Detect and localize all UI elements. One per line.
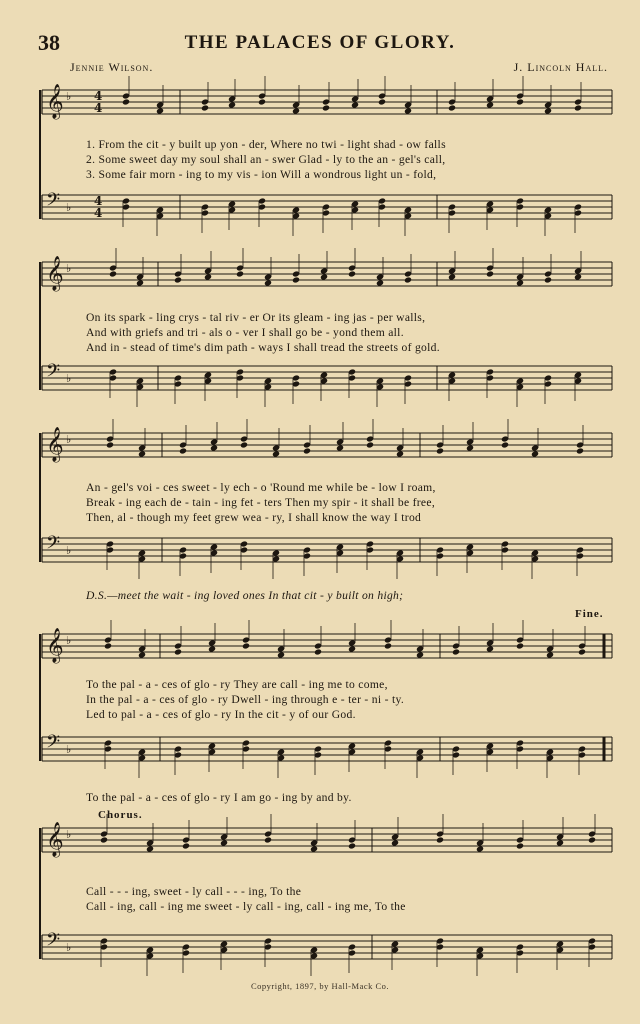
note-head	[452, 648, 460, 655]
treble-clef: 𝄞	[46, 628, 64, 663]
note-head	[182, 842, 190, 849]
key-signature: ♭	[66, 433, 72, 446]
note-head	[174, 276, 182, 283]
note-head	[574, 104, 582, 111]
bass-clef: 𝄢	[46, 361, 61, 386]
note-head	[201, 104, 209, 111]
note-head	[376, 279, 384, 286]
note-head	[106, 441, 114, 448]
note-head	[574, 273, 582, 280]
note-head	[578, 648, 586, 655]
note-head	[486, 270, 494, 277]
note-head	[348, 645, 356, 652]
note-head	[272, 450, 280, 457]
note-head	[348, 842, 356, 849]
note-head	[448, 104, 456, 111]
note-head	[531, 450, 539, 457]
key-signature: ♭	[66, 544, 72, 557]
key-signature: ♭	[66, 90, 72, 103]
lyric-line: And in - stead of time's dim path - ways I shall tread the streets of gold.	[86, 341, 440, 354]
note-head	[544, 107, 552, 114]
note-head	[320, 273, 328, 280]
note-head	[292, 276, 300, 283]
note-head	[210, 444, 218, 451]
note-head	[277, 651, 285, 658]
note-head	[104, 642, 112, 649]
time-signature: 4	[94, 194, 103, 208]
note-head	[336, 444, 344, 451]
key-signature: ♭	[66, 828, 72, 841]
bass-clef: 𝄢	[46, 533, 61, 558]
lyric-line: Break - ing each de - tain - ing fet - ters Then my spir - it shall be free,	[86, 496, 436, 509]
note-head	[576, 447, 584, 454]
note-head	[404, 276, 412, 283]
note-head	[100, 836, 108, 843]
note-head	[208, 645, 216, 652]
lyric-line: And with griefs and tri - als o - ver I shall go be - yond them all.	[86, 326, 404, 339]
note-head	[146, 845, 154, 852]
note-head	[466, 444, 474, 451]
lyric-line: To the pal - a - ces of glo - ry They are call - ing me to come,	[86, 678, 388, 691]
note-head	[588, 836, 596, 843]
lyric-line: An - gel's voi - ces sweet - ly ech - o 'Round me while be - low I roam,	[86, 481, 436, 494]
note-head	[240, 441, 248, 448]
note-head	[516, 842, 524, 849]
note-head	[236, 270, 244, 277]
time-signature: 4	[94, 89, 103, 103]
lyric-line: 3. Some fair morn - ing to my vis - ion Will a wondrous light un - fold,	[86, 168, 437, 181]
lyric-line: Led to pal - a - ces of glo - ry In the cit - y of our God.	[86, 708, 356, 721]
note-head	[486, 645, 494, 652]
note-head	[351, 101, 359, 108]
note-head	[314, 648, 322, 655]
note-head	[322, 104, 330, 111]
bass-clef: 𝄢	[46, 732, 61, 757]
note-head	[348, 270, 356, 277]
key-signature: ♭	[66, 262, 72, 275]
key-signature: ♭	[66, 372, 72, 385]
lyricist-credit: Jennie Wilson.	[70, 60, 154, 74]
page-number: 38	[38, 30, 60, 55]
note-head	[174, 648, 182, 655]
bass-clef: 𝄢	[46, 930, 61, 955]
note-head	[136, 279, 144, 286]
note-head	[179, 447, 187, 454]
copyright-notice: Copyright, 1897, by Hall-Mack Co.	[250, 981, 390, 991]
note-head	[384, 642, 392, 649]
note-head	[391, 839, 399, 846]
key-signature: ♭	[66, 634, 72, 647]
time-signature: 4	[94, 101, 103, 115]
note-head	[292, 107, 300, 114]
treble-clef: 𝄞	[46, 822, 64, 857]
lyric-line: Then, al - though my feet grew wea - ry, I shall know the way I trod	[86, 511, 422, 524]
note-head	[544, 276, 552, 283]
note-head	[138, 450, 146, 457]
note-head	[396, 450, 404, 457]
treble-clef: 𝄞	[46, 84, 64, 119]
bass-lyric-line: To the pal - a - ces of glo - ry I am go - ing by and by.	[86, 791, 352, 804]
note-head	[264, 836, 272, 843]
note-head	[122, 98, 130, 105]
note-head	[156, 107, 164, 114]
key-signature: ♭	[66, 201, 72, 214]
note-head	[204, 273, 212, 280]
note-head	[546, 651, 554, 658]
note-head	[109, 270, 117, 277]
note-head	[516, 279, 524, 286]
key-signature: ♭	[66, 743, 72, 756]
lyric-line: 1. From the cit - y built up yon - der, Where no twi - light shad - ow falls	[86, 138, 446, 151]
lyric-line: Call - ing, call - ing me sweet - ly call - ing, call - ing me, To the	[86, 900, 406, 913]
note-head	[501, 441, 509, 448]
note-head	[516, 98, 524, 105]
note-head	[448, 273, 456, 280]
note-head	[486, 101, 494, 108]
note-head	[378, 98, 386, 105]
lyric-line: 2. Some sweet day my soul shall an - swer Glad - ly to the an - gel's call,	[86, 153, 446, 166]
time-signature: 4	[94, 206, 103, 220]
note-head	[556, 839, 564, 846]
note-head	[416, 651, 424, 658]
note-head	[310, 845, 318, 852]
note-head	[138, 651, 146, 658]
note-head	[303, 447, 311, 454]
fine-label: Fine.	[575, 608, 604, 620]
key-signature: ♭	[66, 941, 72, 954]
ds-lyric-line: D.S.—meet the wait - ing loved ones In that cit - y built on high;	[86, 589, 404, 602]
note-head	[476, 845, 484, 852]
treble-clef: 𝄞	[46, 256, 64, 291]
treble-clef: 𝄞	[46, 427, 64, 462]
note-head	[366, 441, 374, 448]
chorus-label: Chorus.	[98, 809, 143, 821]
lyric-line: On its spark - ling crys - tal riv - er Or its gleam - ing jas - per walls,	[86, 311, 426, 324]
hymn-title: THE PALACES OF GLORY.	[184, 32, 456, 53]
note-head	[228, 101, 236, 108]
note-head	[220, 839, 228, 846]
bass-clef: 𝄢	[46, 190, 61, 215]
lyric-line: In the pal - a - ces of glo - ry Dwell - ing through e - ter - ni - ty.	[86, 693, 405, 706]
note-head	[436, 447, 444, 454]
composer-credit: J. Lincoln Hall.	[513, 60, 608, 74]
note-head	[242, 642, 250, 649]
note-head	[516, 642, 524, 649]
lyric-line: Call - - - ing, sweet - ly call - - - ing, To the	[86, 885, 302, 898]
note-head	[264, 279, 272, 286]
note-head	[436, 836, 444, 843]
note-head	[258, 98, 266, 105]
note-head	[404, 107, 412, 114]
